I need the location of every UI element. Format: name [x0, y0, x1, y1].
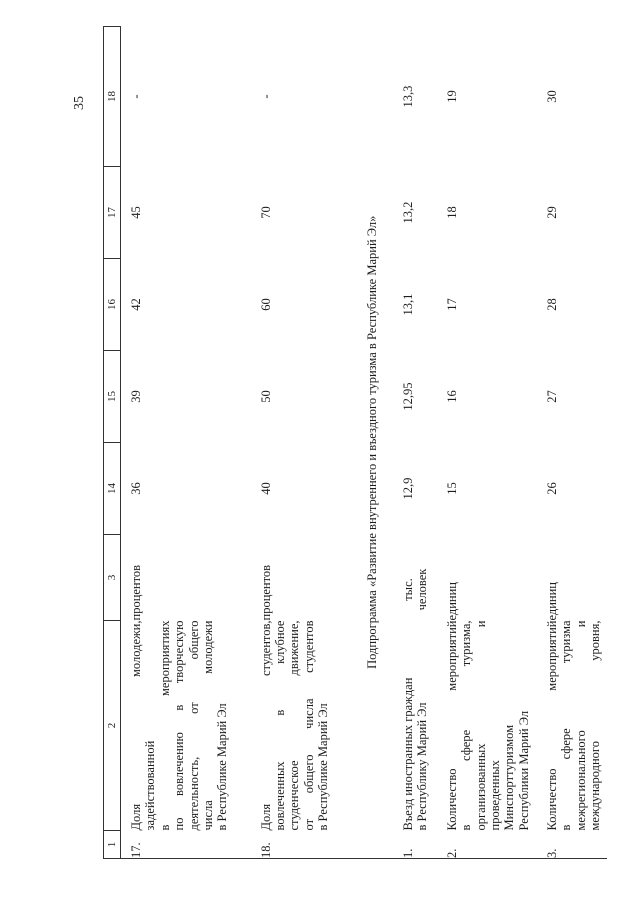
row-number: 17. — [121, 831, 251, 859]
indicator-name: Количество мероприятий в сфере туризма межрегионального и международного уровня, — [544, 620, 602, 831]
value-cell: - — [258, 94, 273, 99]
table-row — [121, 27, 251, 859]
value-cell: 16 — [444, 390, 459, 403]
value-cell: 36 — [129, 482, 143, 495]
value-cell: 29 — [544, 206, 559, 219]
subprogram-row — [349, 27, 393, 859]
value-cell: 19 — [444, 90, 459, 103]
table-row — [251, 27, 349, 859]
page-number: 35 — [72, 96, 87, 110]
unit: единиц — [544, 581, 559, 621]
value-cell: 26 — [544, 482, 559, 495]
value-cell: 12,9 — [400, 477, 415, 500]
value-cell: 17 — [444, 298, 459, 311]
indicators-table — [103, 26, 607, 859]
value-cell: 50 — [258, 390, 273, 403]
table-row — [393, 27, 437, 859]
column-header: 1 — [104, 831, 121, 859]
value-cell: 13,3 — [400, 85, 415, 108]
value-cell: 60 — [258, 298, 273, 311]
value-cell: 45 — [129, 206, 143, 219]
value-cell: 40 — [258, 482, 273, 495]
indicator-name: Въезд иностранных граждан в Республику Марий Эл — [400, 677, 430, 831]
value-cell: 27 — [544, 390, 559, 403]
indicator-name: Доля молодежи, задействованной в мероприятиях по вовлечению в творческую деятельность, от общего числа молодежи в Республике Марий Эл — [129, 620, 230, 831]
value-cell: 28 — [544, 298, 559, 311]
row-number: 3. — [537, 831, 607, 859]
row-number: 2. — [437, 831, 537, 859]
unit: единиц — [444, 581, 459, 621]
unit: процентов — [258, 564, 273, 621]
table-row — [537, 27, 607, 859]
value-cell: 13,1 — [400, 293, 415, 316]
table-row — [437, 27, 537, 859]
value-cell: 30 — [544, 90, 559, 103]
column-header: 14 — [104, 443, 121, 535]
column-header: 3 — [104, 535, 121, 621]
value-cell: 18 — [444, 206, 459, 219]
column-number-row — [104, 27, 121, 859]
value-cell: 39 — [129, 390, 143, 403]
column-header: 15 — [104, 351, 121, 443]
indicator-name: Доля студентов, вовлеченных в клубное студенческое движение, от общего числа студентов в Республике Марий Эл — [258, 620, 330, 831]
column-header: 16 — [104, 259, 121, 351]
column-header: 18 — [104, 27, 121, 167]
value-cell: - — [129, 94, 143, 99]
unit: процентов — [129, 564, 143, 621]
row-number: 1. — [393, 831, 437, 859]
column-header: 2 — [104, 621, 121, 831]
value-cell: 42 — [129, 298, 143, 311]
value-cell: 70 — [258, 206, 273, 219]
column-header: 17 — [104, 167, 121, 259]
subprogram-title: Подпрограмма «Развитие внутреннего и въездного туризма в Республике Марий Эл» — [349, 27, 393, 859]
indicator-name: Количество мероприятий в сфере туризма, организованных и проведенных Минспорттуризмом Республики Марий Эл — [444, 620, 531, 831]
value-cell: 15 — [444, 482, 459, 495]
value-cell: 12,95 — [400, 382, 415, 411]
row-number: 18. — [251, 831, 349, 859]
unit: тыс. человек — [400, 568, 430, 611]
value-cell: 13,2 — [400, 201, 415, 224]
